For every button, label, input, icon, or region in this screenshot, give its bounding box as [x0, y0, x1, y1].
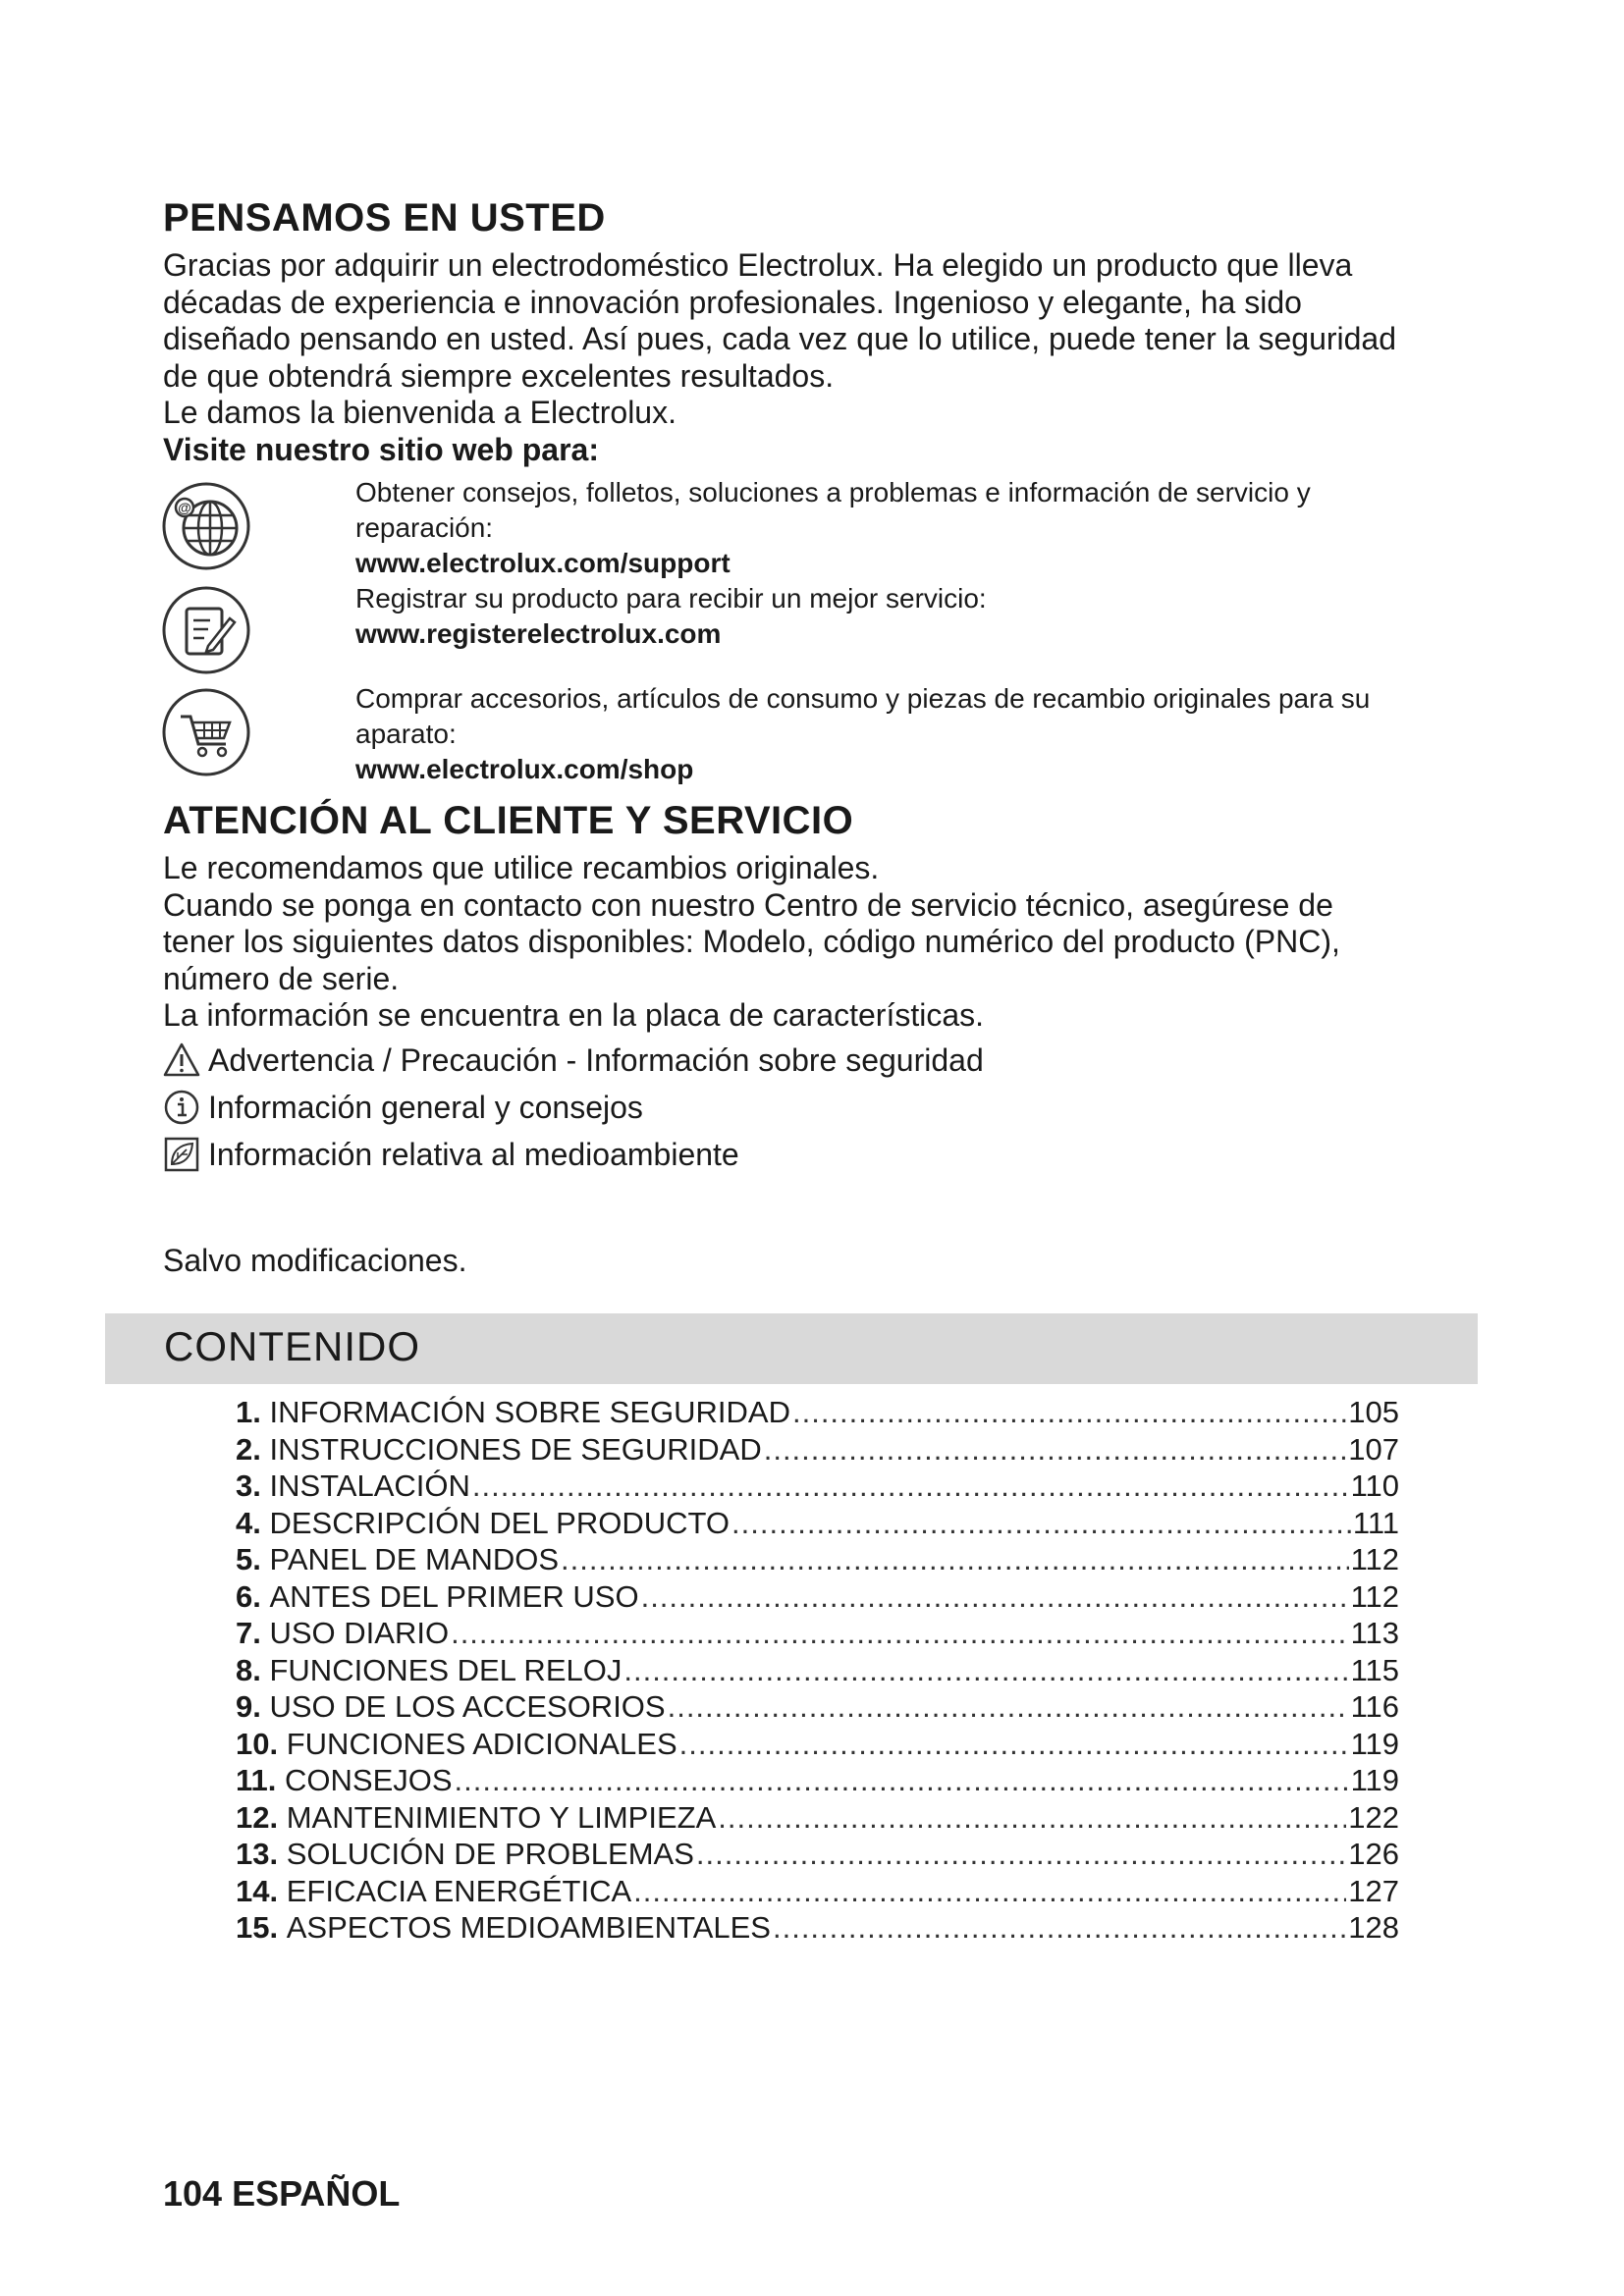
- warning-icon: [163, 1041, 200, 1079]
- toc-item[interactable]: 11. CONSEJOS ..... 119: [236, 1762, 1399, 1799]
- toc-item[interactable]: 10. FUNCIONES ADICIONALES ..... 119: [236, 1726, 1399, 1763]
- toc-item[interactable]: 15. ASPECTOS MEDIOAMBIENTALES ..... 128: [236, 1909, 1399, 1947]
- toc-item[interactable]: 4. DESCRIPCIÓN DEL PRODUCTO ..... 111: [236, 1505, 1399, 1542]
- web-support-text: Obtener consejos, folletos, soluciones a problemas e información de servicio y: [355, 477, 1311, 507]
- legend-environment-text: Información relativa al medioambiente: [208, 1136, 739, 1172]
- modifications-note: Salvo modificaciones.: [163, 1243, 467, 1278]
- intro-line: de que obtendrá siempre excelentes resultados.: [163, 357, 835, 394]
- legend-info: [163, 1088, 643, 1127]
- environment-icon: [163, 1136, 200, 1173]
- intro-line: décadas de experiencia e innovación profesionales. Ingenioso y elegante, ha sido: [163, 284, 1302, 320]
- legend-environment: [163, 1135, 739, 1174]
- web-register-block: [355, 581, 1465, 652]
- register-link[interactable]: www.registerelectrolux.com: [355, 618, 722, 649]
- intro-line: Gracias por adquirir un electrodoméstico Electrolux. Ha elegido un producto que lleva: [163, 247, 1353, 283]
- toc-item[interactable]: 12. MANTENIMIENTO Y LIMPIEZA ..... 122: [236, 1799, 1399, 1837]
- support-link[interactable]: www.electrolux.com/support: [355, 548, 731, 578]
- toc-item[interactable]: 13. SOLUCIÓN DE PROBLEMAS ..... 126: [236, 1836, 1399, 1873]
- service-line: Le recomendamos que utilice recambios originales.: [163, 850, 880, 885]
- service-line: Cuando se ponga en contacto con nuestro Centro de servicio técnico, asegúrese de: [163, 886, 1333, 923]
- web-support-text-cont: reparación:: [355, 512, 494, 543]
- web-shop-text: Comprar accesorios, artículos de consumo y piezas de recambio originales para su: [355, 683, 1371, 714]
- legend-info-text: Información general y consejos: [208, 1089, 643, 1125]
- info-icon: [163, 1089, 200, 1126]
- toc-item[interactable]: 8. FUNCIONES DEL RELOJ ..... 115: [236, 1652, 1399, 1689]
- intro-line: Le damos la bienvenida a Electrolux.: [163, 395, 677, 430]
- service-line: tener los siguientes datos disponibles: Modelo, código numérico del producto (PNC),: [163, 924, 1340, 959]
- toc-item[interactable]: 7. USO DIARIO ..... 113: [236, 1615, 1399, 1652]
- toc-item[interactable]: 5. PANEL DE MANDOS ..... 112: [236, 1541, 1399, 1578]
- service-line: número de serie.: [163, 960, 400, 996]
- web-support-block: [355, 475, 1465, 581]
- visit-label: Visite nuestro sitio web para:: [163, 431, 599, 467]
- shop-link[interactable]: www.electrolux.com/shop: [355, 754, 694, 784]
- contents-header: [105, 1313, 1478, 1384]
- legend-warning-text: Advertencia / Precaución - Información sobre seguridad: [208, 1041, 984, 1078]
- toc-item[interactable]: 3. INSTALACIÓN ..... 110: [236, 1468, 1399, 1505]
- toc-item[interactable]: 14. EFICACIA ENERGÉTICA ..... 127: [236, 1873, 1399, 1910]
- toc-item[interactable]: 2. INSTRUCCIONES DE SEGURIDAD ..... 107: [236, 1431, 1399, 1468]
- web-shop-block: [355, 681, 1465, 787]
- intro-title: PENSAMOS EN USTED: [163, 196, 606, 240]
- globe-icon: [161, 481, 251, 571]
- legend-warning: [163, 1041, 984, 1080]
- toc-item[interactable]: 1. INFORMACIÓN SOBRE SEGURIDAD ..... 105: [236, 1394, 1399, 1431]
- service-line: La información se encuentra en la placa de características.: [163, 997, 985, 1033]
- web-register-text: Registrar su producto para recibir un mejor servicio:: [355, 583, 987, 614]
- intro-line: diseñado pensando en usted. Así pues, cada vez que lo utilice, puede tener la seguridad: [163, 321, 1397, 356]
- toc-item[interactable]: 9. USO DE LOS ACCESORIOS ..... 116: [236, 1688, 1399, 1726]
- intro-paragraph: [163, 247, 1479, 468]
- table-of-contents: [236, 1394, 1399, 1947]
- cart-icon: [161, 687, 251, 777]
- svg-text:@: @: [178, 500, 191, 515]
- web-shop-text-cont: aparato:: [355, 719, 457, 749]
- toc-item[interactable]: 6. ANTES DEL PRIMER USO ..... 112: [236, 1578, 1399, 1616]
- page-footer: 104 ESPAÑOL: [163, 2173, 401, 2214]
- contents-title: CONTENIDO: [164, 1323, 420, 1369]
- service-title: ATENCIÓN AL CLIENTE Y SERVICIO: [163, 799, 854, 842]
- service-paragraph: [163, 850, 1479, 1035]
- register-icon: [161, 585, 251, 675]
